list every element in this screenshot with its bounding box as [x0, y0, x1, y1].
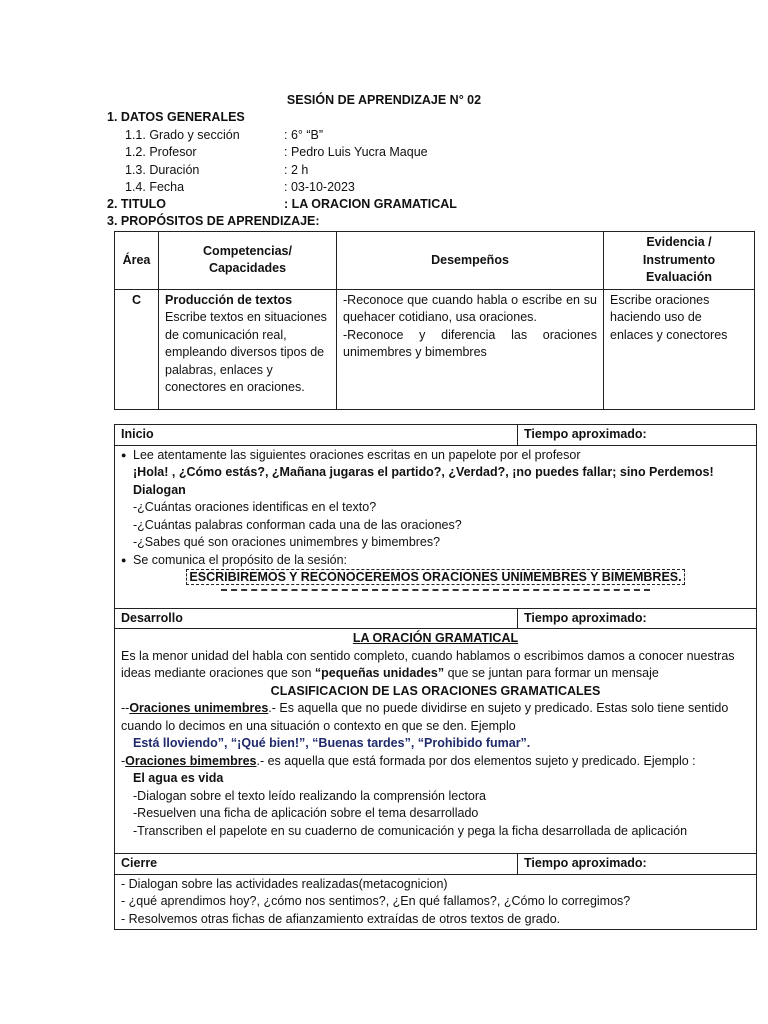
prefix: --	[121, 701, 130, 715]
dato-label: 1.4. Fecha	[125, 180, 185, 194]
table-row	[115, 289, 755, 409]
cierre-item: - Resolvemos otras fichas de afianzamiento extraídas de otros textos de grado.	[121, 911, 561, 926]
tiempo-label: Tiempo aproximado:	[518, 425, 757, 446]
tiempo-label: Tiempo aproximado:	[518, 608, 757, 629]
dato-value: : 6° “B”	[284, 128, 324, 142]
desarrollo-label: Desarrollo	[115, 608, 518, 629]
question-item: -¿Cuántas palabras conforman cada una de las oraciones?	[133, 517, 462, 532]
dato-row	[0, 179, 768, 197]
section-heading: 3. PROPÓSITOS DE APRENDIZAJE:	[107, 214, 320, 228]
titulo-label: 2. TITULO	[107, 197, 167, 211]
unimembres-example: Está lloviendo”, “¡Qué bien!”, “Buenas tardes”, “Prohibido fumar”.	[133, 736, 531, 750]
activity-item: -Dialogan sobre el texto leído realizando la comprensión lectora	[133, 788, 486, 803]
inicio-content	[115, 445, 757, 608]
propositos-table	[114, 231, 755, 410]
header-desempenos: Desempeños	[337, 232, 604, 290]
dato-row	[0, 162, 768, 180]
cierre-item: - ¿qué aprendimos hoy?, ¿cómo nos sentimos?, ¿En qué fallamos?, ¿Cómo lo corregimos?	[121, 894, 631, 908]
dato-label: 1.3. Duración	[125, 163, 200, 177]
cierre-label: Cierre	[115, 854, 518, 875]
titulo-row	[0, 196, 768, 214]
dato-value: : 2 h	[284, 163, 309, 177]
definition-emphasis: “pequeñas unidades”	[314, 666, 445, 680]
bullet-item: ● Se comunica el propósito de la sesión:	[121, 552, 750, 570]
dato-row	[0, 127, 768, 145]
activity-item: -Resuelven una ficha de aplicación sobre el tema desarrollado	[133, 806, 479, 820]
titulo-value: : LA ORACION GRAMATICAL	[284, 197, 457, 211]
inicio-body-row	[115, 445, 757, 608]
bimembres-text: .- es aquella que está formada por dos elementos sujeto y predicado. Ejemplo :	[256, 753, 696, 768]
dato-label: 1.2. Profesor	[125, 145, 197, 159]
inicio-label: Inicio	[115, 425, 518, 446]
bimembres-example: El agua es vida	[133, 771, 224, 785]
section-datos-generales	[0, 109, 768, 127]
question-item: -¿Cuántas oraciones identificas en el texto?	[133, 500, 377, 514]
bullet-item: ● Lee atentamente las siguientes oraciones escritas en un papelote por el profesor	[121, 447, 750, 465]
definition-paragraph	[121, 648, 750, 683]
table-header-row	[115, 232, 755, 290]
desempeno-item: -Reconoce y diferencia las oraciones unimembres y bimembres	[343, 327, 597, 359]
definition-text: Es la menor unidad del habla con sentido completo, cuando hablamos o escribimos damos a conocer nuestras ideas mediante oraciones que son	[121, 648, 735, 680]
cierre-header-row	[115, 854, 757, 875]
cierre-body-row	[115, 874, 757, 930]
desarrollo-heading: LA ORACIÓN GRAMATICAL	[352, 631, 519, 645]
unimembres-term: Oraciones unimembres	[129, 701, 269, 715]
desarrollo-content	[115, 629, 757, 854]
competencia-title: Producción de textos	[165, 292, 293, 307]
header-competencias: Competencias/ Capacidades	[159, 232, 337, 290]
dato-row	[0, 144, 768, 162]
desempeno-item: -Reconoce que cuando habla o escribe en su quehacer cotidiano, usa oraciones.	[343, 292, 597, 324]
sequence-table	[114, 424, 757, 930]
desarrollo-body-row	[115, 629, 757, 854]
tiempo-label: Tiempo aproximado:	[518, 854, 757, 875]
unimembres-paragraph	[121, 700, 750, 735]
cierre-content	[115, 874, 757, 930]
oraciones-ejemplo: ¡Hola! , ¿Cómo estás?, ¿Mañana jugaras el partido?, ¿Verdad?, ¡no puedes fallar; sino Perdemos!	[133, 465, 714, 479]
unimembres-text: .- Es aquella que no puede dividirse en sujeto y predicado. Estas solo tiene sentido cuando lo decimos en una situación o contexto en que se den. Ejemplo	[121, 701, 729, 733]
section-propositos	[0, 213, 768, 231]
cierre-item: - Dialogan sobre las actividades realizadas(metacognicion)	[121, 876, 448, 891]
page-title: SESIÓN DE APRENDIZAJE N° 02	[286, 93, 482, 107]
definition-text-end: que se juntan para formar un mensaje	[444, 666, 659, 680]
cell-evidencia: Escribe oraciones haciendo uso de enlaces y conectores	[604, 289, 755, 409]
dato-label: 1.1. Grado y sección	[125, 128, 240, 142]
bimembres-paragraph	[121, 753, 750, 771]
clasificacion-heading: CLASIFICACION DE LAS ORACIONES GRAMATICALES	[270, 683, 601, 698]
cell-competencias	[159, 289, 337, 409]
question-item: -¿Sabes qué son oraciones unimembres y bimembres?	[133, 535, 441, 549]
inicio-header-row	[115, 425, 757, 446]
competencia-text: Escribe textos en situaciones de comunicación real, empleando diversos tipos de palabras, enlaces y conectores en oraciones.	[165, 310, 327, 394]
dato-value: : Pedro Luis Yucra Maque	[284, 145, 428, 159]
header-area: Área	[115, 232, 159, 290]
bimembres-term: Oraciones bimembres	[125, 753, 257, 768]
proposito-box	[121, 569, 750, 587]
header-evidencia: Evidencia / Instrumento Evaluación	[604, 232, 755, 290]
cell-area: C	[115, 289, 159, 409]
prefix: -	[121, 753, 126, 768]
desarrollo-header-row	[115, 608, 757, 629]
dialogan-label: Dialogan	[133, 482, 186, 497]
dato-value: : 03-10-2023	[284, 180, 355, 194]
dashed-divider	[221, 589, 650, 597]
section-heading: 1. DATOS GENERALES	[107, 110, 245, 124]
proposito-text: ESCRIBIREMOS Y RECONOCEREMOS ORACIONES UNIMEMBRES Y BIMEMBRES.	[186, 569, 684, 585]
cell-desempenos	[337, 289, 604, 409]
activity-item: -Transcriben el papelote en su cuaderno de comunicación y pega la ficha desarrollada de aplicación	[133, 823, 688, 838]
